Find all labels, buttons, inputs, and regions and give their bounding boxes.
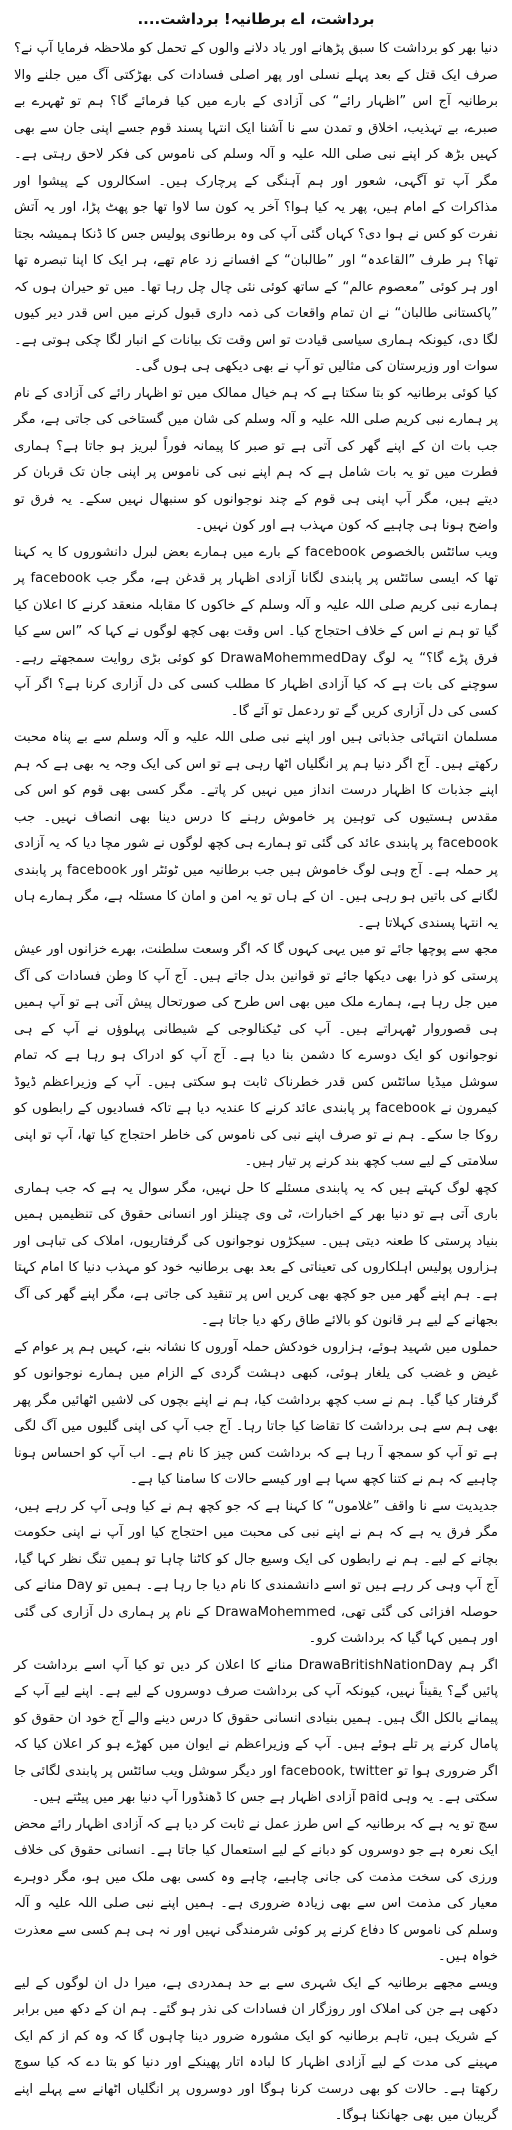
article-paragraph: اگر ہم DrawaBritishNationDay منانے کا اعلان کر دیں تو کیا آپ اسے برداشت کر پائیں گے؟ یقیناً نہیں، کیونکہ آپ کی برداشت صرف دوسروں کے لیے ہے۔ اپنے لیے آپ کے پیمانے بالکل الگ ہیں۔ ہمیں بنیادی انسانی حقوق کا درس دینے والے آج خود ان حقوق کو پامال کرنے پر تلے ہوئے ہیں۔ آپ کے وزیراعظم نے ایوان میں کھڑے ہو کر اعلان کیا کہ اگر ضروری ہوا تو facebook, twitter اور دیگر سوشل ویب سائٹس پر پابندی لگائی جا سکتی ہے۔ یہ وہی paid آزادی اظہار ہے جس کا ڈھنڈورا آپ دنیا بھر میں پیٹتے ہیں۔ xyxy=(14,1657,498,1805)
article-paragraph: ویب سائٹس بالخصوص facebook کے بارے میں ہمارے بعض لبرل دانشوروں کا یہ کہنا تھا کہ ایسی سائٹس پر پابندی لگانا آزادی اظہار پر قدغن ہے، مگر جب facebook پر ہمارے نبی کریم صلی اللہ علیہ و آلہ وسلم کے خاکوں کا مقابلہ منعقد کرنے کا اعلان کیا گیا تو ہم نے اس کے خلاف احتجاج کیا۔ اس وقت بھی کچھ لوگوں نے کہا کہ ”اس سے کیا فرق پڑے گا؟“ یہ لوگ DrawaMohemmedDay کو کوئی بڑی روایت سمجھتے رہے۔ سوچنے کی بات ہے کہ کیا آزادی اظہار کا مطلب کسی کی دل آزاری کرنا ہے؟ اگر آپ کسی کی دل آزاری کریں گے تو ردعمل تو آئے گا۔ xyxy=(14,544,499,719)
article-paragraph: سچ تو یہ ہے کہ برطانیہ کے اس طرز عمل نے ثابت کر دیا ہے کہ آزادی اظہار رائے محض ایک نعرہ ہے جو دوسروں کو دبانے کے لیے استعمال کیا جاتا ہے۔ انسانی حقوق کی خلاف ورزی کی سخت مذمت کی جانی چاہیے، چاہے وہ کسی بھی ملک میں ہو، مگر دوہرے معیار کی مذمت اس سے بھی زیادہ ضروری ہے۔ ہمیں اپنے نبی صلی اللہ علیہ و آلہ وسلم کی ناموس کا دفاع کرنے پر کوئی شرمندگی نہیں اور نہ ہی ہم کسی سے معذرت خواہ ہیں۔ xyxy=(14,1816,498,1964)
article-paragraph: جدیدیت سے نا واقف ”غلاموں“ کا کہنا ہے کہ جو کچھ ہم نے کیا وہی آپ کر رہے ہیں، مگر فرق یہ ہے کہ ہم نے اپنے نبی کی محبت میں احتجاج کیا اور آپ نے اپنی حکومت بچانے کے لیے۔ ہم نے رابطوں کی ایک وسیع جال کو کاٹنا چاہا تو ہمیں تنگ نظر کہا گیا، آج آپ وہی کر رہے ہیں تو اسے دانشمندی کا نام دیا جا رہا ہے۔ ہمیں تو Day منانے کی حوصلہ افزائی کی گئی تھی، DrawaMohemmed کے نام پر ہماری دل آزاری کی گئی اور ہمیں کہا گیا کہ برداشت کرو۔ xyxy=(14,1498,498,1646)
article-paragraph: مجھ سے پوچھا جائے تو میں یہی کہوں گا کہ اگر وسعت سلطنت، بھرے خزانوں اور عیش پرستی کو ذرا بھی دیکھا جائے تو قوانین بدل جاتے ہیں۔ آج آپ کا وطن فسادات کی آگ میں جل رہا ہے، ہمارے ملک میں بھی اس طرح کی صورتحال پیش آتی ہے تو آپ ہمیں ہی قصوروار ٹھہراتے ہیں۔ آپ کی ٹیکنالوجی کے شیطانی پہلوؤں نے آپ کے ہی نوجوانوں کو ایک دوسرے کا دشمن بنا دیا ہے۔ آج آپ کو ادراک ہو رہا ہے کہ تمام سوشل میڈیا سائٹس کس قدر خطرناک ثابت ہو سکتی ہیں۔ آپ کے وزیراعظم ڈیوڈ کیمرون نے facebook پر پابندی عائد کرنے کا عندیہ دیا ہے تاکہ فسادیوں کے رابطوں کو روکا جا سکے۔ ہم نے تو صرف اپنے نبی کی ناموس کی خاطر احتجاج کیا تھا، آپ تو اپنی سلامتی کے لیے سب کچھ بند کرنے پر تیار ہیں۔ xyxy=(14,942,498,1169)
article-paragraph: حملوں میں شہید ہوئے، ہزاروں خودکش حملہ آوروں کا نشانہ بنے، کہیں ہم پر عوام کے غیض و غضب کی یلغار ہوئی، کبھی دہشت گردی کے الزام میں ہمارے نوجوانوں کو گرفتار کیا گیا۔ ہم نے سب کچھ برداشت کیا، ہم نے اپنے بچوں کی لاشیں اٹھائیں مگر پھر بھی ہم سے ہی برداشت کا تقاضا کیا جاتا رہا۔ آج جب آپ کی اپنی گلیوں میں آگ لگی ہے تو آپ کو سمجھ آ رہا ہے کہ برداشت کس چیز کا نام ہے۔ اب آپ کو احساس ہونا چاہیے کہ ہم نے کتنا کچھ سہا ہے اور کیسے حالات کا سامنا کیا ہے۔ xyxy=(14,1339,498,1487)
article-paragraph: کچھ لوگ کہتے ہیں کہ یہ پابندی مسئلے کا حل نہیں، مگر سوال یہ ہے کہ جب ہماری باری آتی ہے تو دنیا بھر کے اخبارات، ٹی وی چینلز اور انسانی حقوق کی تنظیمیں ہمیں بنیاد پرستی کا طعنہ دیتی ہیں۔ سیکڑوں نوجوانوں کی گرفتاریوں، املاک کی تباہی اور ہزاروں پولیس اہلکاروں کی تعیناتی کے بعد بھی برطانیہ خود کو مہذب دنیا کا امام کہتا ہے۔ ہم اپنے گھر میں جو کچھ بھی کریں اس پر تنقید کی جاتی ہے، مگر اپنے گھر کی آگ بجھانے کے لیے ہر قانون کو بالائے طاق رکھ دیا جاتا ہے۔ xyxy=(14,1180,498,1328)
article-paragraph: مسلمان انتہائی جذباتی ہیں اور اپنے نبی صلی اللہ علیہ و آلہ وسلم سے بے پناہ محبت رکھتے ہیں۔ آج اگر دنیا ہم پر انگلیاں اٹھا رہی ہے تو اس کی ایک وجہ یہ بھی ہے کہ ہم اپنے جذبات کا اظہار درست انداز میں نہیں کر پاتے۔ مگر کسی بھی قوم کو اس کی مقدس ہستیوں کی توہین پر خاموش رہنے کا درس دینا بھی انصاف نہیں۔ جب facebook پر پابندی عائد کی گئی تو ہمارے ہی کچھ لوگوں نے شور مچا دیا کہ یہ آزادی پر حملہ ہے۔ آج وہی لوگ خاموش ہیں جب برطانیہ میں ٹوئٹر اور facebook پر پابندی لگانے کی باتیں ہو رہی ہیں۔ ان کے ہاں تو یہ امن و امان کا مسئلہ ہے، مگر ہمارے ہاں یہ انتہا پسندی کہلاتا ہے۔ xyxy=(14,730,498,931)
article-paragraph: ویسے مجھے برطانیہ کے ایک شہری سے بے حد ہمدردی ہے، میرا دل ان لوگوں کے لیے دکھی ہے جن کی املاک اور روزگار ان فسادات کی نذر ہو گئے۔ ہم ان کے دکھ میں برابر کے شریک ہیں، تاہم برطانیہ کو ایک مشورہ ضرور دینا چاہوں گا کہ وہ کم از کم ایک مہینے کی مدت کے لیے آزادی اظہار کا لبادہ اتار پھینکے اور دنیا کو بتا دے کہ کیا سوچ رکھتا ہے۔ حالات کو بھی درست کرنا ہوگا اور دوسروں پر انگلیاں اٹھانے سے پہلے اپنے گریبان میں بھی جھانکنا ہوگا۔ xyxy=(14,1975,498,2123)
article-paragraph: دنیا بھر کو برداشت کا سبق پڑھانے اور یاد دلانے والوں کے تحمل کو ملاحظہ فرمایا آپ نے؟ صرف ایک قتل کے بعد پہلے نسلی اور پھر اصلی فسادات کی بھڑکتی آگ میں جلنے والا برطانیہ آج اس ”اظہار رائے“ کی آزادی کے بارے میں کیا فرمائے گا؟ ہم تو ٹھہرے بے صبرے، بے تہذیب، اخلاق و تمدن سے نا آشنا ایک انتہا پسند قوم جسے اپنی جان سے بھی کہیں بڑھ کر اپنے نبی صلی اللہ علیہ و آلہ وسلم کی ناموس کی فکر لاحق رہتی ہے۔ مگر آپ تو آگہی، شعور اور ہم آہنگی کے پرچارک ہیں۔ اسکالروں کے پیشوا اور مذاکرات کے امام ہیں، پھر یہ کیا ہوا؟ آخر یہ کون سا لاوا تھا جو پھٹ پڑا، اور یہ آتش نفرت کو کس نے ہوا دی؟ کہاں گئی آپ کی وہ برطانوی پولیس جس کا ڈنکا ہمیشہ بجتا تھا؟ ہر طرف ”القاعدہ“ اور ”طالبان“ کے افسانے زد عام تھے، ہر ایک کا اپنا تبصرہ تھا اور ہر کوئی ”معصوم عالم“ کے ساتھ کوئی نئی چال چل رہا تھا۔ میں تو حیران ہوں کہ ”پاکستانی طالبان“ نے ان تمام واقعات کی ذمہ داری قبول کرنے میں اس قدر دیر کیوں لگا دی، کیونکہ ہماری سیاسی قیادت تو اس وقت تک بیانات کے انبار لگا چکی ہوتی ہے۔ سوات اور وزیرستان کی مثالیں تو آپ نے بھی دیکھی ہی ہوں گی۔ xyxy=(14,41,498,374)
article-title: برداشت، اے برطانیہ! برداشت.... xyxy=(137,10,375,28)
article-paragraph: کیا کوئی برطانیہ کو بتا سکتا ہے کہ ہم خیال ممالک میں تو اظہار رائے کی آزادی کے نام پر ہمارے نبی کریم صلی اللہ علیہ و آلہ وسلم کی شان میں گستاخی کی جاتی ہے، مگر جب بات ان کے اپنے گھر کی آتی ہے تو صبر کا پیمانہ فوراً لبریز ہو جاتا ہے؟ ہماری فطرت میں تو یہ بات شامل ہے کہ ہم اپنے نبی کی ناموس پر اپنی جان تک قربان کر دیتے ہیں، مگر آپ اپنی ہی قوم کے چند نوجوانوں کو سنبھال نہیں سکے۔ یہ فرق تو واضح ہونا ہی چاہیے کہ کون مہذب ہے اور کون نہیں۔ xyxy=(14,385,498,533)
